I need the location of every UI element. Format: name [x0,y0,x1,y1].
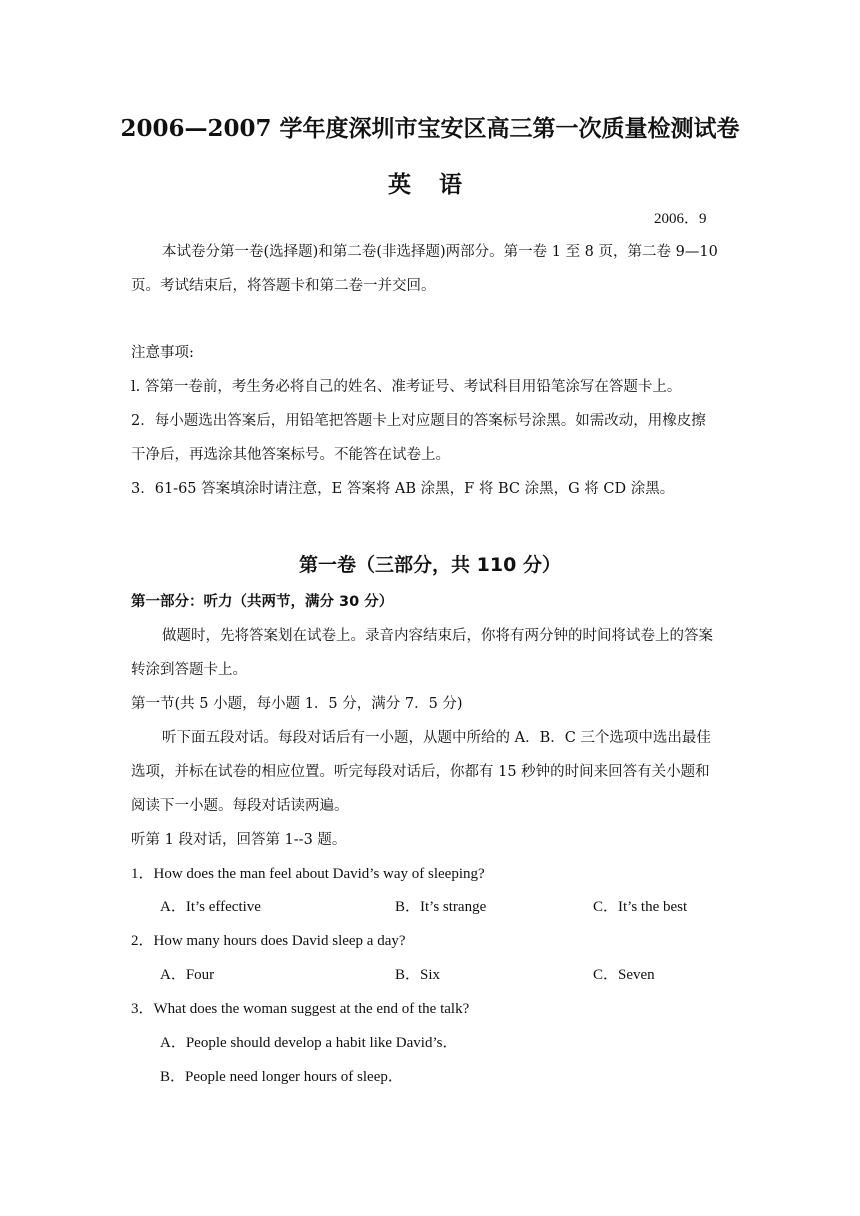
note-item-1: l. 答第一卷前，考生务必将自己的姓名、准考证号、考试科目用铅笔涂写在答题卡上。 [131,379,682,395]
intro-line-1: 本试卷分第一卷(选择题)和第二卷(非选择题)两部分。第一卷 1 至 8 页，第二卷 9—10 [162,244,718,260]
dialog-1-instruction: 听第 1 段对话，回答第 1--3 题。 [131,832,347,848]
intro-line-2: 页。考试结束后，将答题卡和第二卷一并交回。 [131,278,436,294]
question-3-option-b: B．People need longer hours of sleep． [160,1069,403,1085]
note-item-2-line-2: 干净后，再选涂其他答案标号。不能答在试卷上。 [131,447,450,463]
exam-date: 2006．9 [654,211,707,227]
instruction-line-3: 阅读下一小题。每段对话读两遍。 [131,798,349,814]
question-2: 2．How many hours does David sleep a day? [131,933,406,949]
part1-line-2: 转涂到答题卡上。 [131,662,247,678]
page-title: 2006—2007 学年度深圳市宝安区高三第一次质量检测试卷 [120,115,740,142]
question-1-option-a: A．It’s effective [160,899,261,915]
question-1: 1．How does the man feel about David’s way of sleeping? [131,866,485,882]
part1-line-1: 做题时，先将答案划在试卷上。录音内容结束后，你将有两分钟的时间将试卷上的答案 [162,628,713,644]
question-2-option-c: C．Seven [593,967,655,983]
instruction-line-1: 听下面五段对话。每段对话后有一小题，从题中所给的 A．B．C 三个选项中选出最佳 [162,730,711,746]
note-item-3: 3．61-65 答案填涂时请注意，E 答案将 AB 涂黑，F 将 BC 涂黑，G 将 CD 涂黑。 [131,481,675,497]
question-3-option-a: A．People should develop a habit like David’s． [160,1035,458,1051]
notes-heading: 注意事项: [131,345,194,361]
question-2-option-a: A．Four [160,967,215,983]
question-1-option-c: C．It’s the best [593,899,688,915]
part1-heading: 第一部分：听力（共两节，满分 30 分） [131,594,394,610]
instruction-line-2: 选项，并标在试卷的相应位置。听完每段对话后，你都有 15 秒钟的时间来回答有关小题和 [131,764,710,780]
question-1-option-b: B．It’s strange [395,899,487,915]
question-3: 3．What does the woman suggest at the end of the talk? [131,1001,470,1017]
question-2-option-b: B．Six [395,967,441,983]
subject-title: 英 语 [387,171,472,198]
section-title: 第一卷（三部分，共 110 分） [299,554,561,576]
note-item-2-line-1: 2．每小题选出答案后，用铅笔把答题卡上对应题目的答案标号涂黑。如需改动，用橡皮擦 [131,413,706,429]
subsection-1-heading: 第一节(共 5 小题，每小题 1．5 分，满分 7．5 分) [131,696,463,712]
